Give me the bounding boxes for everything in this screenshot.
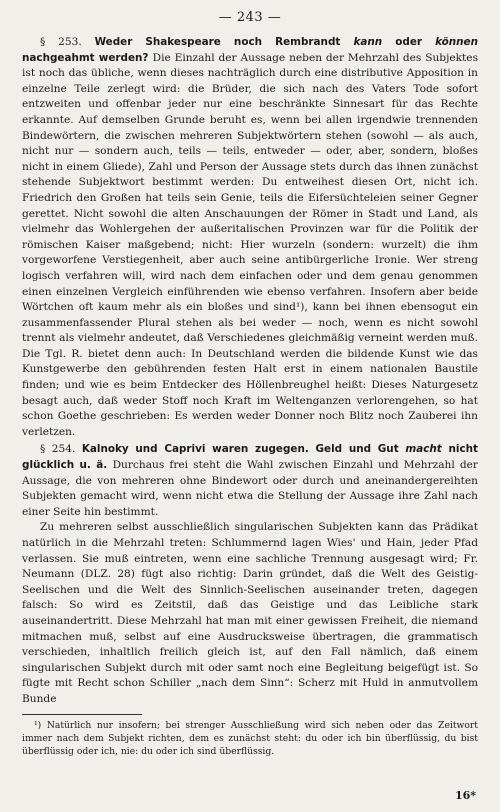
section-253 [22,35,478,440]
section-254-body: Durchaus frei steht die Wahl zwischen Einzahl und Mehrzahl der Aussage, die von mehreren ohne Bindewort oder durch und aneinandergereihten Subjekten gemacht wird, wenn nicht etwa die Stellung der Aussage ihre Zahl nach einer Seite hin bestimmt. [22,459,478,518]
page-number: — 243 — [218,10,282,25]
section-253-number: § 253. [40,36,82,48]
section-254-title: Kalnoky und Caprivi waren zugegen. Geld und Gut macht nicht glücklich u. ä. [22,443,478,472]
section-254-paragraph-2: Zu mehreren selbst ausschließlich singularischen Subjekten kann das Prädikat natürlich in die Mehrzahl treten: Schlummernd lagen Wies' und Hain, jeder Pfad verlassen. Sie muß eintreten, wenn eine sachliche Trennung ausgesagt wird; Fr. Neumann (DLZ. 28) fügt also richtig: Darin gründet, daß die Welt des Geistig-Seelischen und die Welt des Sinnlich-Seelischen auseinander treten, dagegen falsch: So wird es Zeitstil, daß das Geistige und das Leibliche stark auseinandertritt. Diese Mehrzahl hat man mit einer gewissen Freiheit, die niemand mitmachen muß, selbst auf eine Ausdrucksweise übertragen, die grammatisch verschieden, inhaltlich freilich gleich ist, auf den Fall nämlich, daß einem singularischen Subjekt durch mit oder samt noch eine Begleitung beigefügt ist. So fügte mit Recht schon Schiller „nach dem Sinn“: Scherz mit Huld in anmutvollem Bunde [22,521,478,705]
footnote: ¹) Natürlich nur insofern; bei strenger Ausschließung wird sich neben oder das Zeitwort immer nach dem Subjekt richten, dem es zunächst steht: du oder ich bin überflüssig, du bist überflüssig oder ich, nie: du oder ich sind überflüssig. [22,719,478,757]
section-253-body: Die Einzahl der Aussage neben der Mehrzahl des Subjektes ist noch das übliche, wenn dieses nachträglich durch eine distributive Apposition in einzelne Teile zerlegt wird: die Brüder, die sich nach des Vaters Tode sofort entzweiten und offenbar jeder nur eine beschränkte Sinnesart für das Rechte erkannte. Auf demselben Grunde beruht es, wenn bei allen irgendwie trennenden Bindewörtern, die zwischen mehreren Subjektwörtern stehen (sowohl — als auch, nicht nur — sondern auch, teils — teils, entweder — oder, aber, sondern, bloßes nicht in einem Gliede), Zahl und Person der Aussage stets durch das ihnen zunächst stehende Subjektwort bestimmt werden: Du entweihest diesen Ort, nicht ich. Friedrich den Großen hat teils sein Genie, teils die Eifersüchteleien seiner Gegner gerettet. Nicht sowohl die alten Anschauungen der Römer in Stadt und Land, als vielmehr das Wohlergehen der außeritalischen Provinzen war für die Politik der römischen Kaiser maßgebend; nicht: Hier wurzeln (sondern: wurzelt) die ihm vorgeworfene Verstiegenheit, aber auch seine antibürgerliche Ironie. Wer streng logisch verfahren will, wird nach dem einfachen oder und dem genau genommen einen einzelnen Vergleich einführenden wie ebenso verfahren. Insofern aber beide Wörtchen oft kaum mehr als ein bloßes und sind¹), kann bei ihnen ebensogut ein zusammenfassender Plural stehen als bei weder — noch, wenn es nicht sowohl trennt als vielmehr andeutet, daß Verschiedenes gleichmäßig verneint werden muß. Die Tgl. R. bietet denn auch: In Deutschland werden die bildende Kunst wie das Kunstgewerbe den gebührenden festen Halt erst in einem nationalen Baustile finden; und wie es beim Entdecker des Höllenbreughel heißt: Dieses Naturgesetz besagt auch, daß weder Stoff noch Kraft im Weltenganzen verlorengehen, so hat schon Goethe geschrieben: Es werden weder Donner noch Blitz noch Zauberei ihn verletzen. [22,51,479,438]
signature-mark: 16* [454,789,476,802]
section-253-title: Weder Shakespeare noch Rembrandt kann oder können nachgeahmt werden? [22,36,478,64]
section-254-paragraph-1 [22,442,478,520]
footnote-divider [22,714,142,715]
section-254 [22,442,478,707]
section-253-paragraph-1 [22,35,478,440]
section-254-number: § 254. [40,443,76,456]
